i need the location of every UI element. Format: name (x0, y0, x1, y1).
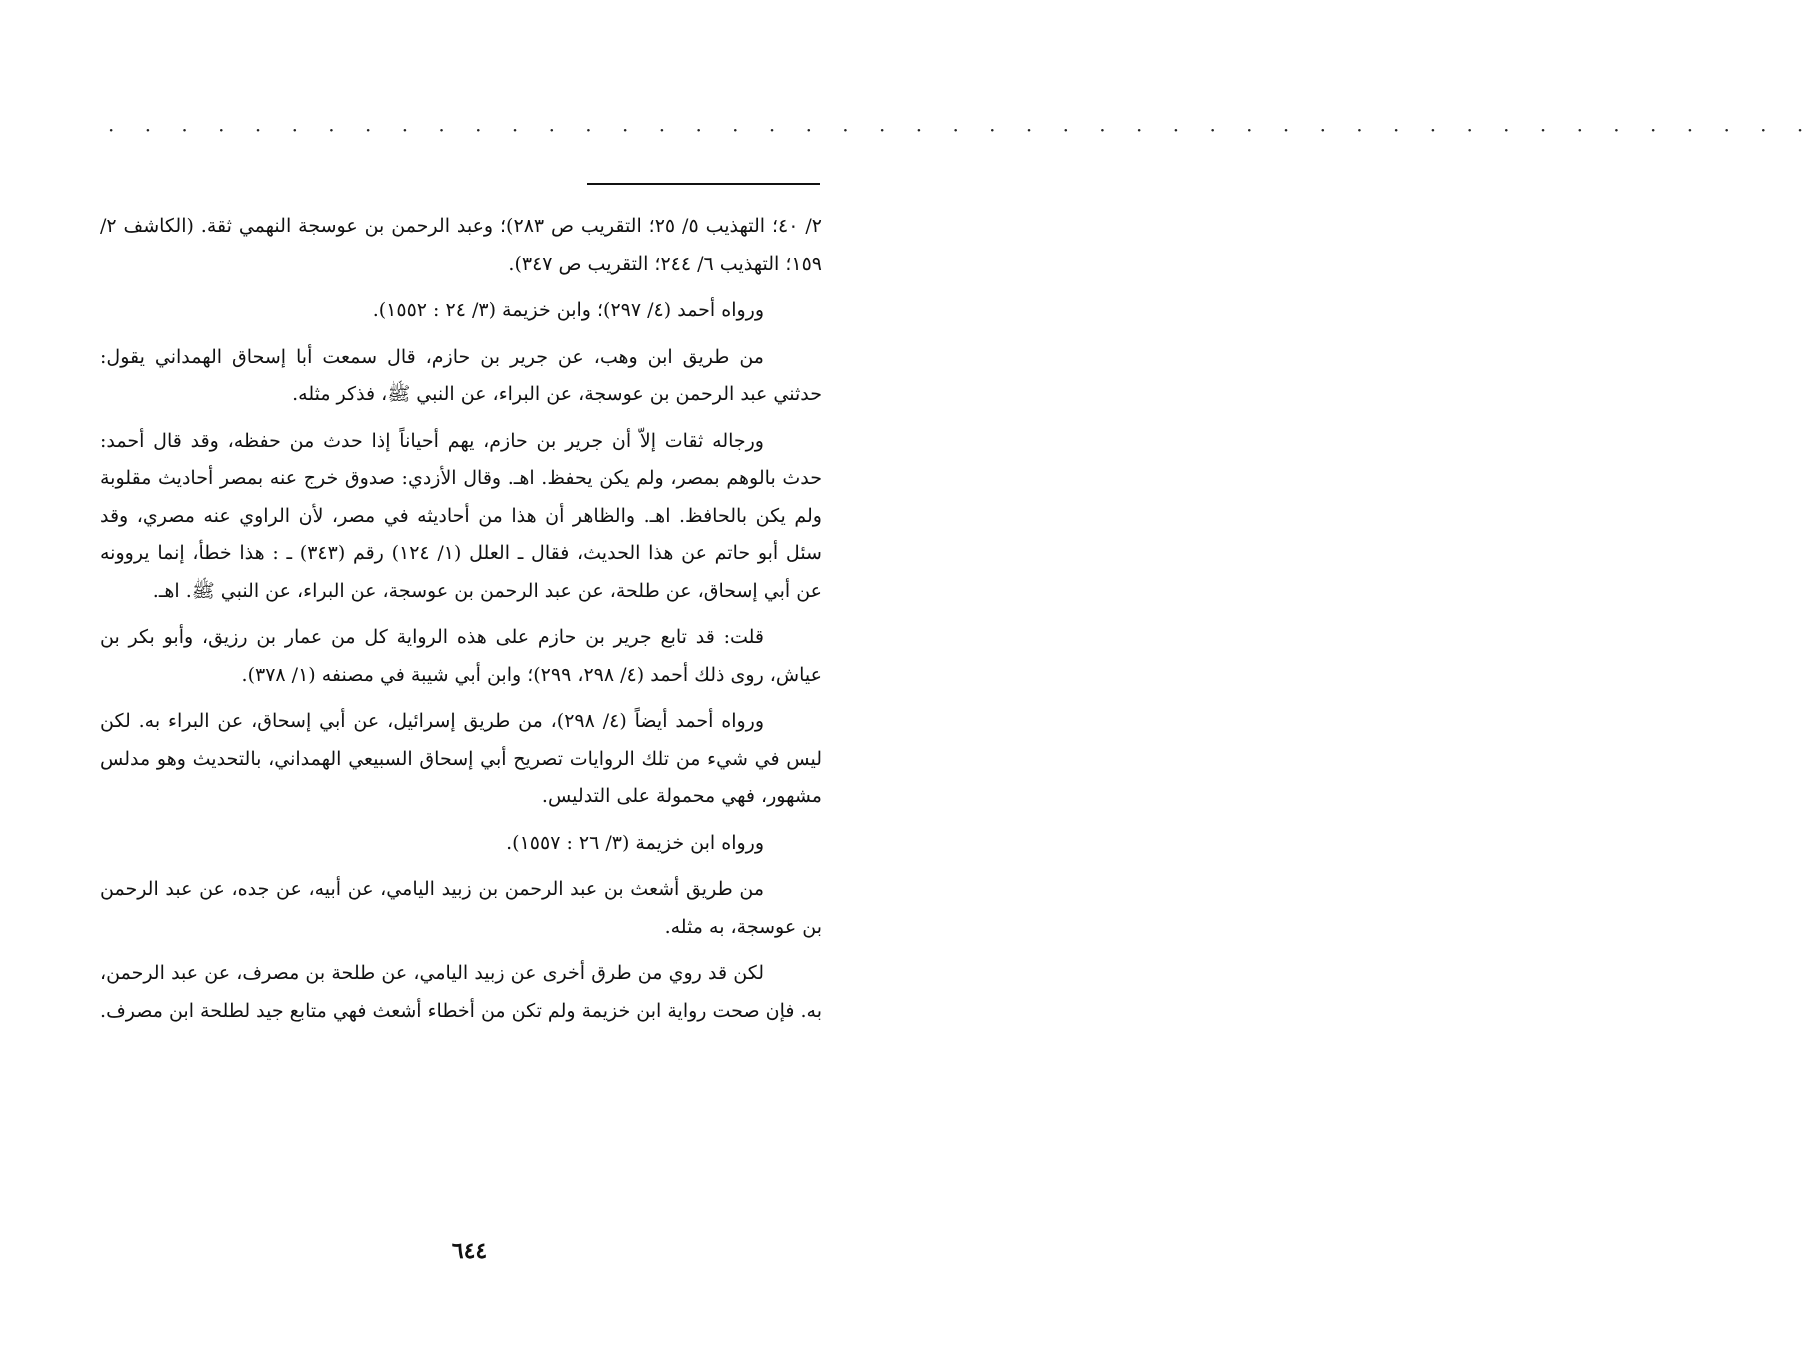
page-number: ٦٤٤ (451, 1238, 488, 1264)
paragraph-5: قلت: قد تابع جرير بن حازم على هذه الرواية كل من عمار بن رزيق، وأبو بكر بن عياش، روى ذلك أحمد (٤/ ٢٩٨، ٢٩٩)؛ وابن أبي شيبة في مصنفه (١/ ٣٧٨). (100, 626, 822, 686)
paragraph-4: ورجاله ثقات إلاّ أن جرير بن حازم، يهم أحياناً إذا حدث من حفظه، وقد قال أحمد: حدث بالوهم بمصر، ولم يكن يحفظ. اهـ. وقال الأزدي: صدوق خرج عنه بمصر أحاديث مقلوبة ولم يكن بالحافظ. اهـ. والظاهر أن هذا من أحاديثه في مصر، لأن الراوي عنه مصري، وقد سئل أبو حاتم عن هذا الحديث، فقال ـ العلل (١/ ١٢٤) رقم (٣٤٣) ـ : هذا خطأ، إنما يروونه عن أبي إسحاق، عن طلحة، عن عبد الرحمن بن عوسجة، عن البراء، عن النبي ﷺ. اهـ. (100, 429, 822, 602)
footnote-body (100, 208, 822, 1039)
paragraph-6: ورواه أحمد أيضاً (٤/ ٢٩٨)، من طريق إسرائيل، عن أبي إسحاق، عن البراء به. لكن ليس في شيء من تلك الروايات تصريح أبي إسحاق السبيعي الهمداني، بالتحديث وهو مدلس مشهور، فهي محمولة على التدليس. (100, 710, 822, 807)
dotted-separator: · · · · · · · · · · · · · · · · · · · · · · · · · · · · · · · · · · · · · · · · · · · · · · · (108, 118, 1815, 142)
paragraph-8: من طريق أشعث بن عبد الرحمن بن زبيد اليامي، عن أبيه، عن جده، عن عبد الرحمن بن عوسجة، به مثله. (100, 878, 822, 938)
paragraph-3: من طريق ابن وهب، عن جرير بن حازم، قال سمعت أبا إسحاق الهمداني يقول: حدثني عبد الرحمن بن عوسجة، عن البراء، عن النبي ﷺ، فذكر مثله. (100, 345, 822, 405)
paragraph-7: ورواه ابن خزيمة (٣/ ٢٦ : ١٥٥٧). (506, 831, 764, 854)
paragraph-1: ٢/ ٤٠؛ التهذيب ٥/ ٢٥؛ التقريب ص ٢٨٣)؛ وعبد الرحمن بن عوسجة النهمي ثقة. (الكاشف ٢/ ١٥٩؛ التهذيب ٦/ ٢٤٤؛ التقريب ص ٣٤٧). (100, 215, 822, 275)
footnote-rule (587, 183, 820, 185)
paragraph-2: ورواه أحمد (٤/ ٢٩٧)؛ وابن خزيمة (٣/ ٢٤ : ١٥٥٢). (372, 299, 764, 321)
paragraph-9: لكن قد روي من طرق أخرى عن زبيد اليامي، عن طلحة بن مصرف، عن عبد الرحمن، به. فإن صحت رواية ابن خزيمة ولم تكن من أخطاء أشعث فهي متابع جيد لطلحة ابن مصرف. (100, 962, 822, 1022)
